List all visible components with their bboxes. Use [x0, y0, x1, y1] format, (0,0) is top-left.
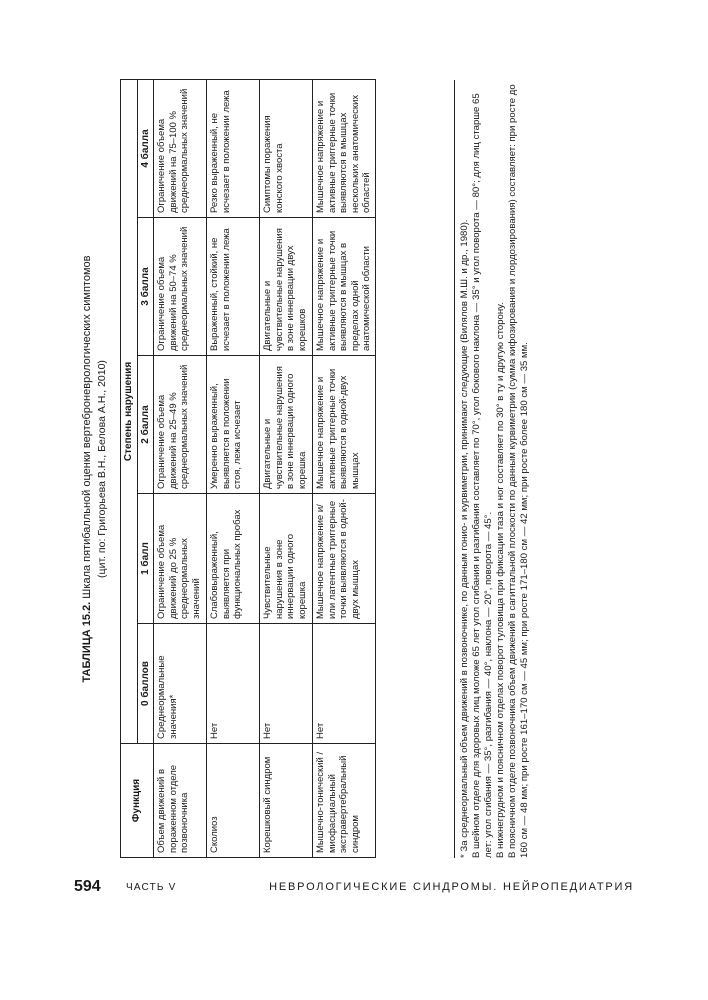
table-row	[207, 79, 260, 857]
table-cell: Мышечное напряжение и/или латентные триггерные точки выявляются в одной-двух мышцах	[313, 494, 376, 624]
table-title	[80, 80, 94, 858]
page-footer	[74, 878, 634, 898]
page-number: 594	[74, 878, 101, 895]
table-cell: Умеренно выраженный, выявляется в положении стоя, лежа исчезает	[207, 356, 260, 494]
table-cell: Чувствительные нарушения в зоне иннервации одного корешка	[260, 494, 313, 624]
function-cell: Объем движений в пораженном отделе позвоночника	[154, 744, 207, 858]
function-cell: Сколиоз	[207, 744, 260, 858]
table-citation: (цит. по: Григорьева В.Н., Белова А.Н., 2010)	[96, 360, 108, 578]
table-cell: Мышечное напряжение и активные триггерные точки выявляются в одной-двух мышцах	[313, 356, 376, 494]
footnote-line: * За среднеормальный объем движений в позвоночнике, по данным гонио- и курвиметрии, принимают следующие (Вилялов М.Ш. и др., 1980).	[459, 219, 470, 858]
header-score: 3 балла	[137, 218, 154, 356]
table-footnote	[454, 80, 531, 858]
table-number: ТАБЛИЦА 15.2.	[81, 601, 93, 683]
table-cell: Симптомы поражения конского хвоста	[260, 79, 313, 217]
table-cell: Двигательные и чувствительные нарушения в зоне иннервации двух корешков	[260, 218, 313, 356]
table-cell: Резко выраженный, не исчезает в положении лежа	[207, 79, 260, 217]
header-function: Функция	[121, 744, 154, 858]
table-cell: Нет	[207, 624, 260, 744]
header-score: 0 баллов	[137, 624, 154, 744]
table-cell: Слабовыраженный, выявляется при функциональных пробах	[207, 494, 260, 624]
table-cell: Среднеормальные значения*	[154, 624, 207, 744]
header-degree: Степень нарушения	[121, 79, 138, 743]
part-label: ЧАСТЬ V	[126, 882, 177, 893]
header-score: 2 балла	[137, 356, 154, 494]
header-score: 1 балл	[137, 494, 154, 624]
rotated-table-block	[80, 80, 562, 858]
table-row	[154, 79, 207, 857]
table-row	[313, 79, 376, 857]
table-title-text: Шкала пятибалльной оценки вертеброневрологических симптомов	[81, 255, 93, 599]
footnote-line: В нижнегрудном и поясничном отделах поворот туловища при фиксации таза и ног составляет по 30° в ту и другую сторону.	[495, 302, 506, 858]
table-cell: Ограничение объема движений до 25 % среднеормальных значений	[154, 494, 207, 624]
header-score: 4 балла	[137, 79, 154, 217]
table-cell: Ограничение объема движений на 50–74 % среднеормальных значений	[154, 218, 207, 356]
table-cell: Ограничение объема движений на 75–100 % среднеормальных значений	[154, 79, 207, 217]
footnote-line: В шейном отделе для здоровых лиц моложе 65 лет угол сгибания и разгибания составляет по 70°, угол бокового наклона — 35° и угол поворота — 80°; для лиц старше 65 лет: угол сгибания — 35°, разгибания — 40°, наклона — 20°, поворота — 45°.	[471, 93, 494, 858]
footnote-line: В поясничном отделе позвоночника объем движений в сагиттальной плоскости по данным курвиметрии (сумма кифозирования и лордозирования) составляет: при росте до 160 см — 48 мм; при росте 161–170 см — 45 мм; при росте 171–180 см — 42 мм; при росте более 180 см — 35 мм.	[507, 84, 530, 858]
table-cell: Ограничение объема движений на 25–49 % среднеормальных значений	[154, 356, 207, 494]
table-cell: Выраженный, стойкий, не исчезает в положении лежа	[207, 218, 260, 356]
function-cell: Корешковый синдром	[260, 744, 313, 858]
table-cell: Нет	[313, 624, 376, 744]
assessment-table	[120, 79, 376, 858]
running-title: НЕВРОЛОГИЧЕСКИЕ СИНДРОМЫ. НЕЙРОПЕДИАТРИЯ	[269, 881, 634, 893]
table-cell: Мышечное напряжение и активные триггерные точки выявляются в мышцах нескольких анатомических областей	[313, 79, 376, 217]
function-cell: Мышечно-тонический / миофасциальный экстравертебральный синдром	[313, 744, 376, 858]
table-row	[260, 79, 313, 857]
table-cell: Двигательные и чувствительные нарушения в зоне иннервации одного корешка	[260, 356, 313, 494]
table-cell: Нет	[260, 624, 313, 744]
table-cell: Мышечное напряжение и активные триггерные точки выявляются в мышцах в пределах одной анатомической области	[313, 218, 376, 356]
